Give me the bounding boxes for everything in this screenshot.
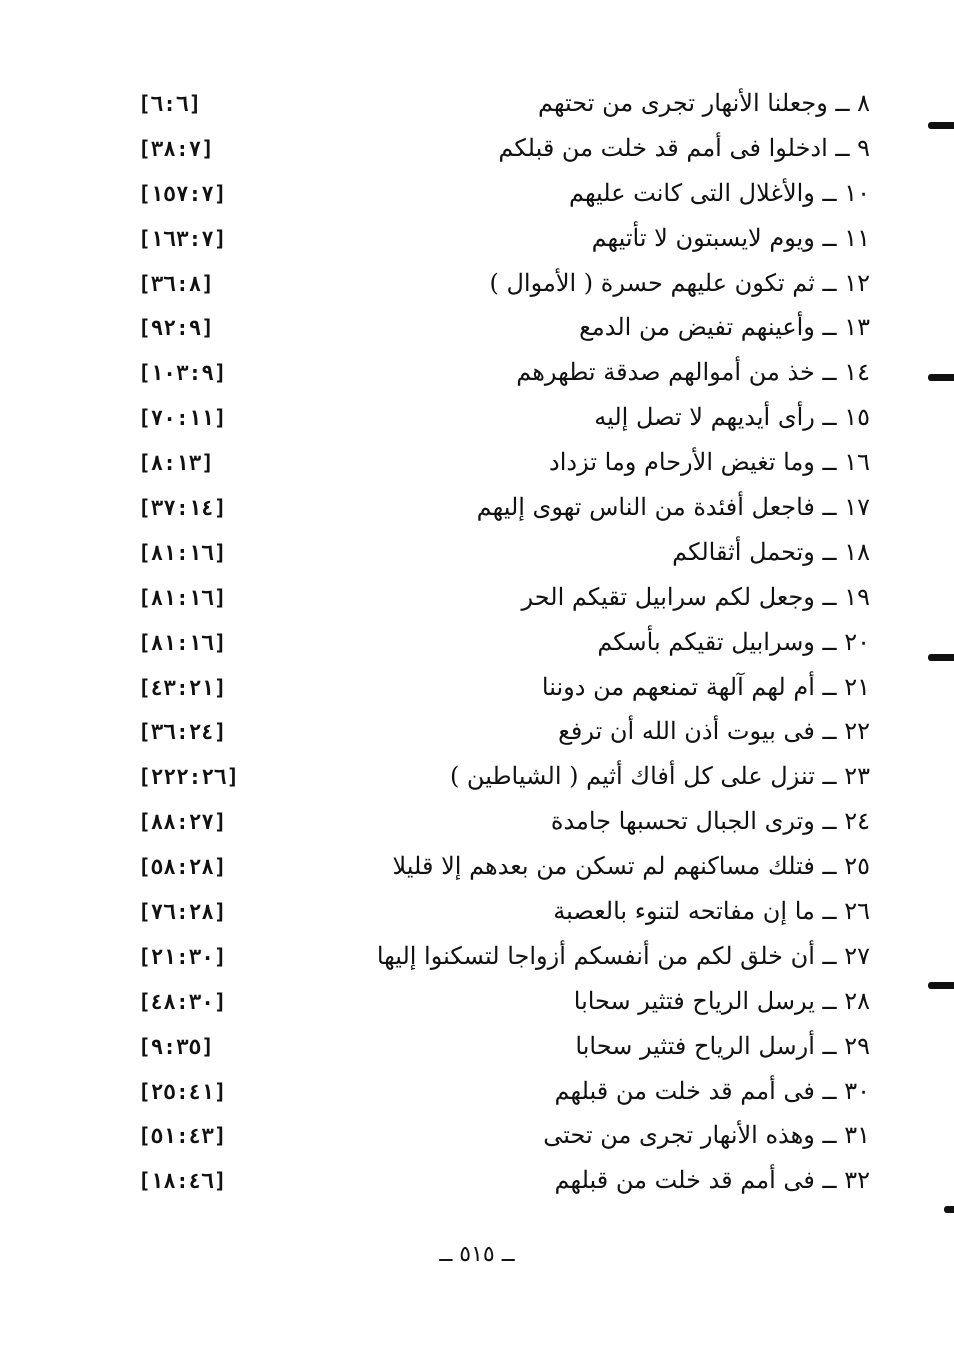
list-item: [130, 349, 870, 394]
verse-reference: [٢١:٣٠]: [138, 944, 227, 969]
verse-list: [130, 80, 870, 1202]
verse-text: ٨ ــ وجعلنا الأنهار تجرى من تحتهم: [537, 89, 870, 117]
verse-reference: [٧٦:٢٨]: [138, 900, 227, 925]
list-item: [130, 125, 870, 170]
verse-reference: [٤٣:٢١]: [138, 675, 227, 700]
verse-text: ٢٧ ــ أن خلق لكم من أنفسكم أزواجا لتسكنوا إليها: [376, 941, 870, 970]
verse-reference: [٣٨:٧]: [138, 136, 214, 161]
list-item: [130, 708, 870, 753]
list-item: [130, 978, 870, 1023]
scan-edge-mark: [928, 654, 954, 661]
list-item: [130, 1157, 870, 1202]
verse-text: ٢٨ ــ يرسل الرياح فتثير سحابا: [573, 986, 870, 1015]
verse-reference: [٥١:٤٣]: [138, 1124, 227, 1149]
scan-edge-mark: [928, 982, 954, 989]
verse-text: ٢٦ ــ ما إن مفاتحه لتنوء بالعصبة: [553, 897, 870, 926]
verse-text: ١٧ ــ فاجعل أفئدة من الناس تهوى إليهم: [476, 493, 870, 522]
verse-text: ٢٣ ــ تنزل على كل أفاك أثيم ( الشياطين ): [449, 762, 870, 791]
list-item: [130, 215, 870, 260]
verse-text: ١٩ ــ وجعل لكم سرابيل تقيكم الحر: [521, 582, 870, 611]
list-item: [130, 933, 870, 978]
list-item: [130, 1023, 870, 1068]
verse-reference: [٨:١٣]: [138, 451, 214, 476]
verse-reference: [٩:٣٥]: [138, 1034, 214, 1059]
verse-text: ٣٠ ــ فى أمم قد خلت من قبلهم: [554, 1076, 870, 1105]
list-item: [130, 574, 870, 619]
verse-reference: [١٦٣:٧]: [138, 226, 227, 251]
verse-text: ١٦ ــ وما تغيض الأرحام وما تزداد: [549, 448, 870, 477]
verse-reference: [٧٠:١١]: [138, 406, 227, 431]
verse-reference: [٢٥:٤١]: [138, 1079, 227, 1104]
list-item: [130, 80, 870, 125]
verse-text: ١٣ ــ وأعينهم تفيض من الدمع: [579, 313, 870, 342]
list-item: [130, 619, 870, 664]
list-item: [130, 529, 870, 574]
scan-edge-mark: [944, 1206, 954, 1213]
verse-text: ٢٩ ــ أرسل الرياح فتثير سحابا: [575, 1031, 870, 1060]
verse-reference: [١٠٣:٩]: [138, 361, 227, 386]
verse-reference: [١٥٧:٧]: [138, 181, 227, 206]
verse-text: ١٥ ــ رأى أيديهم لا تصل إليه: [594, 403, 870, 432]
verse-reference: [٥٨:٢٨]: [138, 855, 227, 880]
list-item: [130, 170, 870, 215]
verse-text: ٢٤ ــ وترى الجبال تحسبها جامدة: [550, 807, 870, 836]
list-item: [130, 798, 870, 843]
list-item: [130, 484, 870, 529]
verse-text: ٣٢ ــ فى أمم قد خلت من قبلهم: [554, 1166, 870, 1195]
verse-text: ٣١ ــ وهذه الأنهار تجرى من تحتى: [543, 1121, 870, 1150]
verse-text: ١٨ ــ وتحمل أثقالكم: [672, 537, 870, 566]
verse-text: ١٢ ــ ثم تكون عليهم حسرة ( الأموال ): [489, 268, 870, 297]
list-item: [130, 260, 870, 305]
verse-text: ٢٢ ــ فى بيوت أذن الله أن ترفع: [558, 717, 870, 746]
page-number: ــ ٥١٥ ــ: [439, 1242, 515, 1267]
verse-reference: [٨١:١٦]: [138, 540, 227, 565]
verse-reference: [٨٨:٢٧]: [138, 810, 227, 835]
verse-reference: [٦:٦]: [138, 92, 202, 116]
verse-reference: [١٨:٤٦]: [138, 1169, 227, 1194]
verse-reference: [٢٢٢:٢٦]: [138, 765, 240, 790]
verse-text: ١١ ــ ويوم لايسبتون لا تأتيهم: [591, 223, 870, 252]
list-item: [130, 1068, 870, 1113]
list-item: [130, 664, 870, 709]
verse-reference: [٣٦:٨]: [138, 271, 214, 296]
list-item: [130, 304, 870, 349]
list-item: [130, 843, 870, 888]
verse-text: ٢٥ ــ فتلك مساكنهم لم تسكن من بعدهم إلا قليلا: [392, 852, 870, 881]
verse-text: ٢٠ ــ وسرابيل تقيكم بأسكم: [597, 627, 870, 656]
list-item: [130, 753, 870, 798]
list-item: [130, 439, 870, 484]
verse-reference: [٤٨:٣٠]: [138, 989, 227, 1014]
verse-reference: [٣٦:٢٤]: [138, 720, 227, 745]
verse-text: ١٤ ــ خذ من أموالهم صدقة تطهرهم: [516, 358, 870, 387]
verse-reference: [٨١:١٦]: [138, 585, 227, 610]
verse-text: ٢١ ــ أم لهم آلهة تمنعهم من دوننا: [541, 672, 870, 701]
verse-text: ٩ ــ ادخلوا فى أمم قد خلت من قبلكم: [498, 133, 870, 162]
scan-edge-mark: [928, 374, 954, 381]
list-item: [130, 888, 870, 933]
list-item: [130, 1112, 870, 1157]
verse-reference: [٨١:١٦]: [138, 630, 227, 655]
verse-text: ١٠ ــ والأغلال التى كانت عليهم: [569, 178, 870, 207]
scan-edge-mark: [928, 122, 954, 129]
verse-reference: [٣٧:١٤]: [138, 496, 227, 521]
list-item: [130, 394, 870, 439]
verse-reference: [٩٢:٩]: [138, 316, 214, 341]
